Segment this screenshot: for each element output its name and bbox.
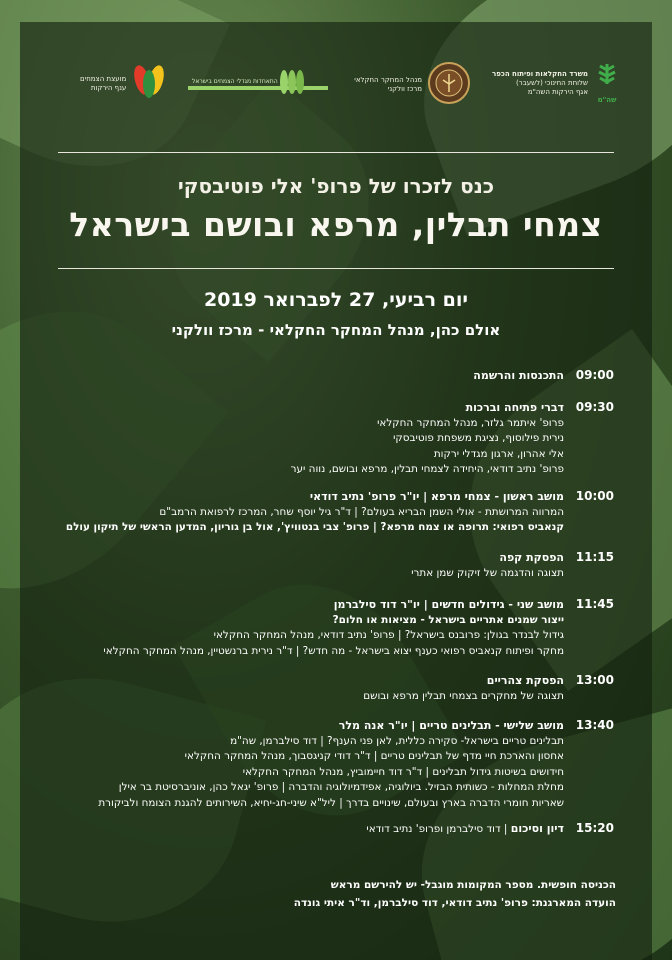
ministry-emblem-icon: שה"מ (594, 62, 620, 104)
schedule-heading: דיון וסיכום (510, 822, 564, 835)
volcani-logo: מנהל המחקר החקלאי מרכז וולקני (354, 62, 470, 108)
association-logo: התאחדות מגדלי הצמחים בישראל (188, 62, 328, 102)
schedule-line: גידול לבנדר בגולן: פרובנס בישראל? | פרופ' נתיב דודאי, מנהל המחקר החקלאי (213, 629, 564, 641)
schedule-time: 09:30 (575, 400, 614, 414)
council-logo: מועצת הצמחים ענף הירקות (80, 62, 166, 106)
volcani-seal-icon (428, 62, 470, 108)
schedule-heading: הפסקת קפה (499, 551, 564, 564)
council-flower-icon (132, 62, 166, 106)
bottom-divider (58, 268, 614, 269)
schedule-line: | דוד סילברמן ופרופ' נתיב דודאי (366, 823, 508, 835)
schedule-heading: התכנסות והרשמה (473, 369, 564, 382)
schedule-time: 11:15 (575, 550, 614, 564)
ministry-logo: משרד החקלאות ופיתוח הכפר שלוחת החינוכי (לשעבר) אגף הירקות השה"מ שה"מ (492, 62, 620, 104)
schedule-line: המרווה המרושתת - אולי השמן הבריא בעולם? | ד"ר גיל יוסף שחר, המרכז לרפואת הרמב"ם (159, 505, 564, 518)
page-title: צמחי תבלין, מרפא ובושם בישראל (69, 205, 603, 244)
schedule-heading: הפסקת צהריים (486, 674, 564, 687)
schedule-line: ייצור שמנים אתריים בישראל - מציאות או חלום? (332, 613, 564, 626)
schedule-heading: מושב ראשון - צמחי מרפא | יו"ר פרופ' נתיב דודאי (309, 490, 564, 503)
schedule-heading: מושב שני - גידולים חדשים | יו"ר דוד סילברמן (333, 598, 564, 611)
subtitle: כנס לזכרו של פרופ' אלי פוטיבסקי (177, 174, 495, 198)
schedule-line: קנאביס רפואי: תרופה או צמח מרפא? | פרופ' צבי בנטוויץ', אול בן גוריון, המדען הראשי של תיקון עולם (65, 521, 564, 533)
schedule-time: 10:00 (575, 489, 614, 503)
event-date: יום רביעי, 27 לפברואר 2019 (203, 289, 469, 311)
schedule-line: מחלת המחלות - כשותית הבזיל. ביולוגיה, אפידמיולוגיה והדברה | פרופ' יגאל כהן, אוניברסיטת בר אילן (118, 781, 564, 793)
schedule-line: פרופ' איתמר גלזר, מנהל המחקר החקלאי (377, 416, 564, 429)
entry-note: הכניסה חופשית. מספר המקומות מוגבל- יש להירשם מראש (330, 879, 616, 891)
schedule-line: אחסון והארכת חיי מדף של תבלינים טריים | ד"ר דודי קניגסבוך, מנהל המחקר החקלאי (184, 750, 564, 762)
event-venue: אולם כהן, מנהל המחקר החקלאי - מרכז וולקני (171, 321, 501, 339)
schedule-heading: דברי פתיחה וברכות (465, 401, 564, 414)
schedule-line: פרופ' נתיב דודאי, היחידה לצמחי תבלין, מרפא ובושם, נווה יער (290, 463, 564, 475)
schedule-time: 15:20 (575, 821, 614, 835)
schedule-time: 13:00 (575, 673, 614, 687)
schedule-line: שאריות חומרי הדברה בארץ ובעולם, שינויים בדרך | ליל"א שיני-חג-יחיא, השירותים להגנת הצומח ולביקורת (98, 796, 564, 809)
schedule-time: 11:45 (575, 597, 614, 611)
schedule-line: תצוגה והדגמה של זיקוק שמן אתרי (411, 566, 564, 579)
schedule-line: אלי אהרון, ארגון מגדלי ירקות (433, 447, 564, 460)
schedule-heading: מושב שלישי - תבלינים טריים | יו"ר אנה מלר (338, 719, 564, 732)
schedule-time: 13:40 (575, 718, 614, 732)
schedule-line: תבלינים טריים בישראל- סקירה כללית, לאן פני הענף? | דוד סילברמן, שה"מ (230, 734, 564, 747)
schedule-time: 09:00 (575, 368, 614, 382)
schedule-line: מחקר ופיתוח קנאביס רפואי כענף יצוא בישראל - מה חדש? | ד"ר נירית ברנשטיין, מנהל המחקר החקלאי (103, 644, 564, 657)
schedule-line: תצוגה של מחקרים בצמחי תבלין מרפא ובושם (363, 689, 564, 702)
schedule-line: נירית פילוסוף, נציגת משפחת פוטיבסקי (393, 432, 564, 444)
schedule-line: חידושים בשיטות גידול תבלינים | ד"ר דוד חיימוביץ, מנהל המחקר החקלאי (242, 765, 564, 778)
organizing-committee: הועדה המארגנת: פרופ' נתיב דודאי, דוד סילברמן, וד"ר איתי גונדה (293, 897, 616, 909)
top-divider (58, 152, 614, 153)
logos-bar (60, 62, 620, 132)
